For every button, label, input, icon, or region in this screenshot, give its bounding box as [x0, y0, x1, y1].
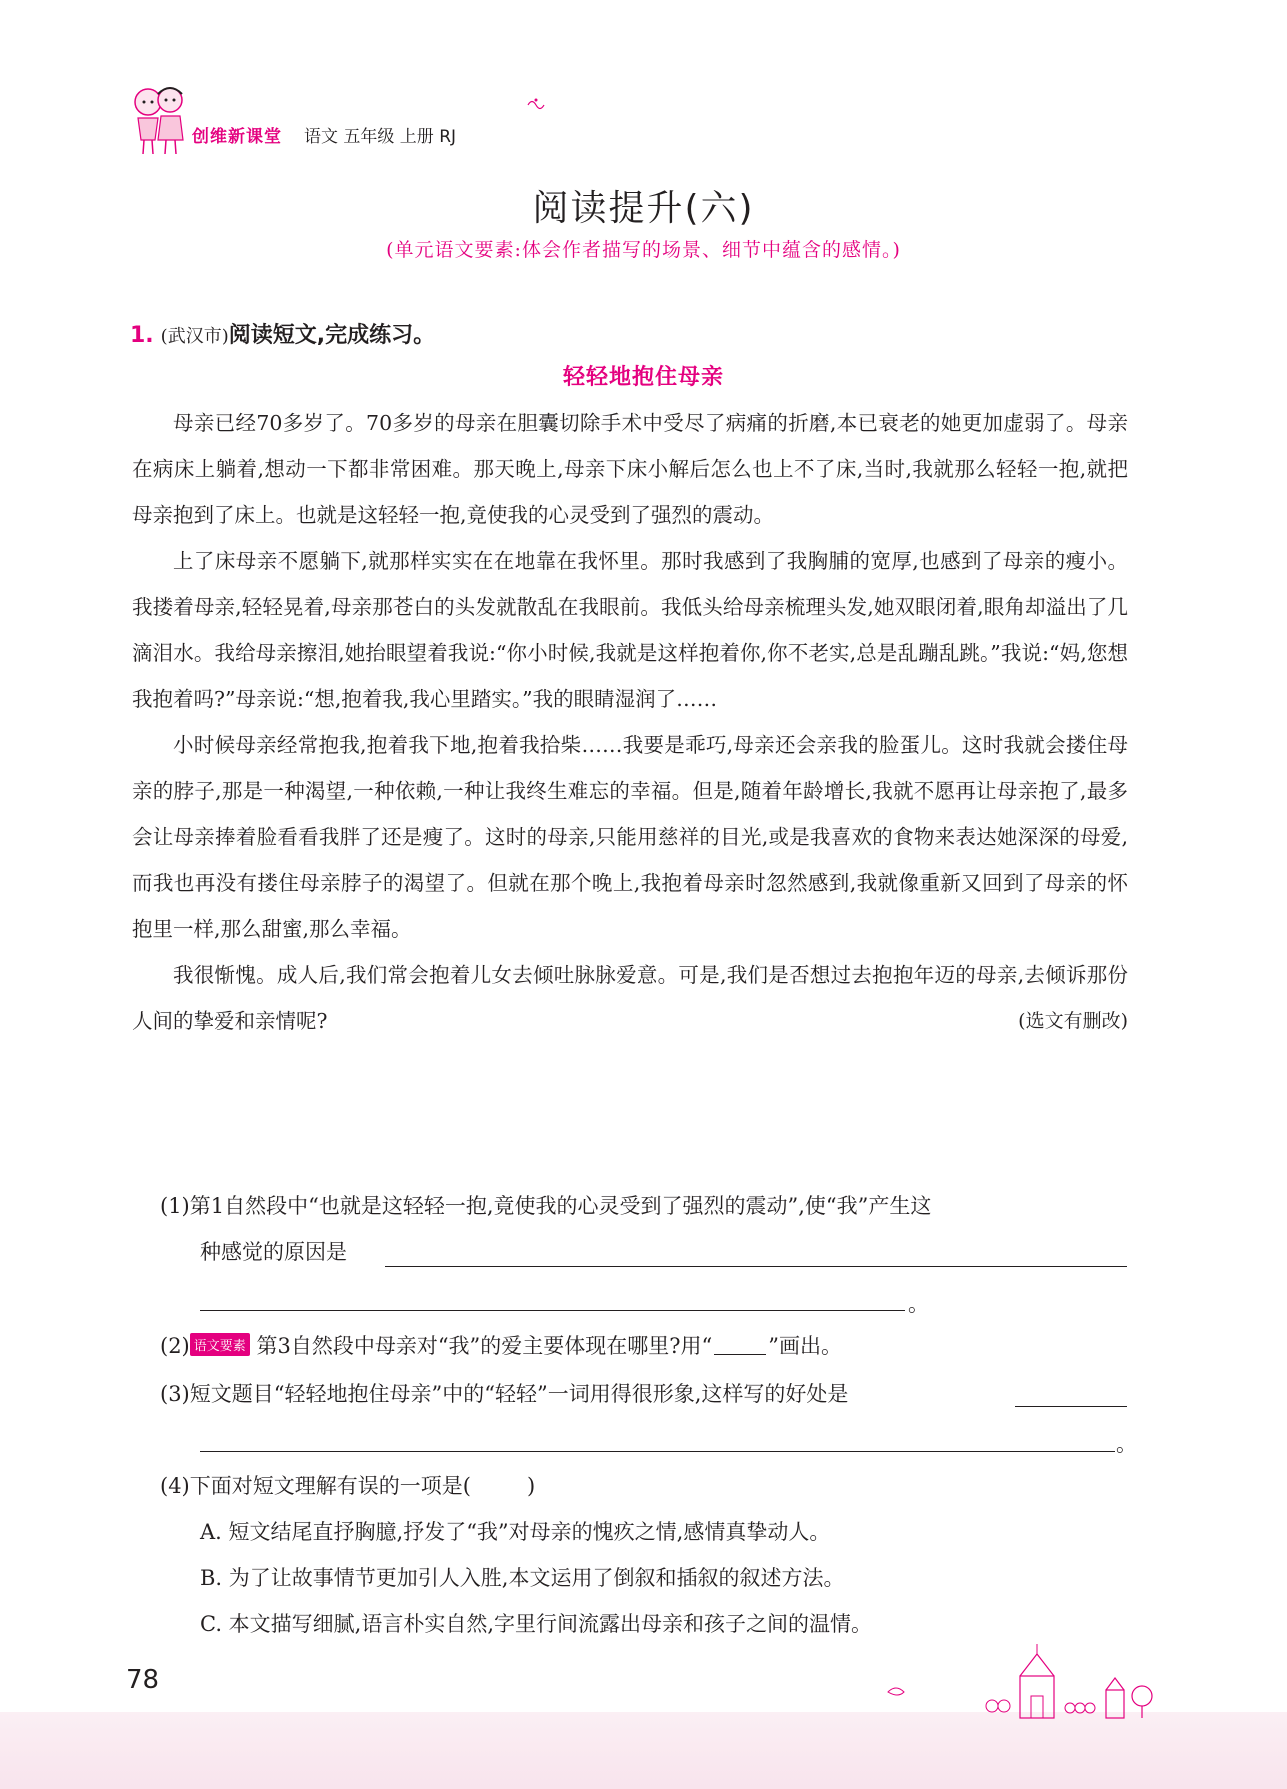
question-number: 1. [130, 323, 154, 348]
sub-question-2-text-b: ”画出。 [768, 1334, 843, 1358]
option-b: B. 为了让故事情节更加引人入胜,本文运用了倒叙和插叙的叙述方法。 [200, 1566, 845, 1590]
sub-question-1-line-2: 种感觉的原因是 [200, 1240, 347, 1264]
castle-decoration-icon [880, 1640, 1170, 1720]
page-number: 78 [126, 1665, 160, 1695]
sparkle-icon [526, 96, 546, 114]
question-source: (武汉市) [160, 326, 229, 347]
chinese-element-badge: 语文要素 [190, 1333, 250, 1356]
option-a: A. 短文结尾直抒胸臆,抒发了“我”对母亲的愧疚之情,感情真挚动人。 [200, 1520, 831, 1544]
page-header [128, 82, 548, 162]
answer-line-1b[interactable] [200, 1310, 905, 1311]
sub-question-3-line-1: (3)短文题目“轻轻地抱住母亲”中的“轻轻”一词用得很形象,这样写的好处是 [160, 1382, 849, 1406]
sub-question-2 [160, 1330, 842, 1360]
sub-question-4 [160, 1470, 535, 1500]
option-c: C. 本文描写细腻,语言朴实自然,字里行间流露出母亲和孩子之间的温情。 [200, 1612, 873, 1636]
answer-line-3a[interactable] [1015, 1406, 1127, 1407]
source-note: (选文有删改) [1018, 1010, 1128, 1032]
kids-mascot-icon [128, 82, 190, 156]
article-paragraph-1: 母亲已经70多岁了。70多岁的母亲在胆囊切除手术中受尽了病痛的折磨,本已衰老的她更加虚弱了。母亲在病床上躺着,想动一下都非常困难。那天晚上,母亲下床小解后怎么也上不了床,当时,我就那么轻轻一抱,就把母亲抱到了床上。也就是这轻轻一抱,竟使我的心灵受到了强烈的震动。 [132, 411, 1128, 527]
sub-question-2-text-a: 第3自然段中母亲对“我”的爱主要体现在哪里?用“ [256, 1334, 713, 1358]
article-title: 轻轻地抱住母亲 [562, 365, 724, 390]
sub-question-4-text: (4)下面对短文理解有误的一项是( [160, 1474, 471, 1498]
answer-line-3b[interactable] [200, 1451, 1115, 1452]
sub-question-4-close: ) [526, 1474, 536, 1498]
article-body [132, 400, 1128, 1044]
article-paragraph-4-text: 我很惭愧。成人后,我们常会抱着儿女去倾吐脉脉爱意。可是,我们是否想过去抱抱年迈的母亲,去倾诉那份人间的挚爱和亲情呢? [132, 963, 1128, 1033]
page-title: 阅读提升(六) [532, 188, 755, 229]
period-mark-1: 。 [908, 1292, 929, 1316]
sub-question-2-prefix: (2) [160, 1334, 190, 1358]
subject-label: 语文 五年级 上册 RJ [304, 127, 457, 147]
underline-sample-blank [714, 1354, 766, 1355]
unit-element-note: (单元语文要素:体会作者描写的场景、细节中蕴含的感情。) [386, 239, 901, 261]
question-instruction: 阅读短文,完成练习。 [228, 323, 436, 348]
answer-line-1a[interactable] [385, 1266, 1127, 1267]
sub-question-1-line-1: (1)第1自然段中“也就是这轻轻一抱,竟使我的心灵受到了强烈的震动”,使“我”产生这 [160, 1194, 932, 1218]
article-paragraph-3: 小时候母亲经常抱我,抱着我下地,抱着我拾柴……我要是乖巧,母亲还会亲我的脸蛋儿。这时我就会搂住母亲的脖子,那是一种渴望,一种依赖,一种让我终生难忘的幸福。但是,随着年龄增长,我就不愿再让母亲抱了,最多会让母亲捧着脸看看我胖了还是瘦了。这时的母亲,只能用慈祥的目光,或是我喜欢的食物来表达她深深的母爱,而我也再没有搂住母亲脖子的渴望了。但就在那个晚上,我抱着母亲时忽然感到,我就像重新又回到了母亲的怀抱里一样,那么甜蜜,那么幸福。 [132, 733, 1128, 941]
article-paragraph-4 [132, 952, 1128, 1044]
article-paragraph-2: 上了床母亲不愿躺下,就那样实实在在地靠在我怀里。那时我感到了我胸脯的宽厚,也感到了母亲的瘦小。我搂着母亲,轻轻晃着,母亲那苍白的头发就散乱在我眼前。我低头给母亲梳理头发,她双眼闭着,眼角却溢出了几滴泪水。我给母亲擦泪,她抬眼望着我说:“你小时候,我就是这样抱着你,你不老实,总是乱蹦乱跳。”我说:“妈,您想我抱着吗?”母亲说:“想,抱着我,我心里踏实。”我的眼睛湿润了…… [132, 549, 1128, 711]
period-mark-3: 。 [1116, 1432, 1137, 1456]
footer-band [0, 1712, 1287, 1789]
brand-name: 创维新课堂 [192, 127, 282, 147]
question-1-header [130, 318, 435, 349]
